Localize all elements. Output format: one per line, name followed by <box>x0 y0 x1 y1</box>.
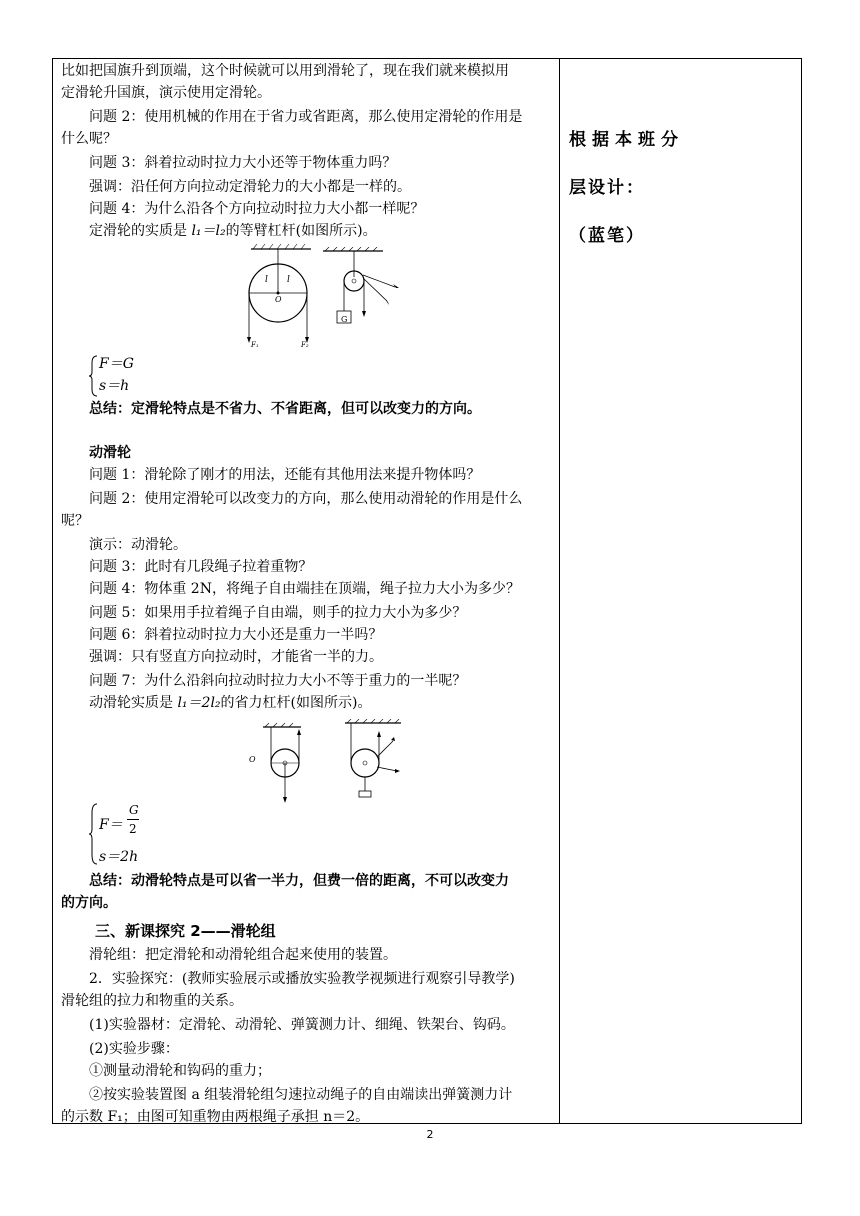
movable-eq-lhs: F＝ <box>99 817 123 833</box>
movable-summary: 总结：动滑轮特点是可以省一半力，但费一倍的距离，不可以改变力 <box>89 873 509 889</box>
section3-step2-cont: 的示数 F₁；由图可知重物由两根绳子承担 n＝2。 <box>61 1109 370 1125</box>
section3-step2: ②按实验装置图 a 组装滑轮组匀速拉动绳子的自由端读出弹簧测力计 <box>89 1087 513 1103</box>
brace-movable <box>89 803 99 865</box>
fixed-q3: 问题 3：斜着拉动时拉力大小还等于物体重力吗？ <box>89 155 397 171</box>
movable-q6: 问题 6：斜着拉动时拉力大小还是重力一半吗？ <box>89 627 383 643</box>
fixed-q2-cont: 什么呢？ <box>61 131 117 147</box>
movable-summary-cont: 的方向。 <box>61 895 117 911</box>
fixed-summary: 总结：定滑轮特点是不省力、不省距离，但可以改变力的方向。 <box>89 401 481 417</box>
movable-pulley-lever-figure <box>257 723 327 805</box>
movable-emphasis: 强调：只有竖直方向拉动时，才能省一半的力。 <box>89 649 383 665</box>
side-note-line3: （蓝笔） <box>569 226 645 246</box>
section3-definition: 滑轮组：把定滑轮和动滑轮组合起来使用的装置。 <box>89 947 397 963</box>
section3-heading: 三、新课探究 2——滑轮组 <box>95 922 276 940</box>
section3-step1: ①测量动滑轮和钩码的重力； <box>89 1063 271 1079</box>
section3-equipment: (1)实验器材：定滑轮、动滑轮、弹簧测力计、细绳、铁架台、钩码。 <box>89 1017 515 1033</box>
lesson-table <box>52 58 802 1124</box>
fixed-eq-force: F＝G <box>99 356 134 372</box>
movable-eq-den: 2 <box>129 822 137 836</box>
movable-q3: 问题 3：此时有几段绳子拉着重物？ <box>89 559 313 575</box>
column-divider <box>559 59 560 1123</box>
movable-q4: 问题 4：物体重 2N，将绳子自由端挂在顶端，绳子拉力大小为多少？ <box>89 581 520 597</box>
movable-essence: 动滑轮实质是 l₁＝2l₂的省力杠杆(如图所示)。 <box>89 695 372 711</box>
section3-experiment: 2．实验探究：(教师实验展示或播放实验教学视频进行观察引导教学) <box>89 971 515 987</box>
label-G: G <box>341 315 348 324</box>
page-number: 2 <box>426 1128 434 1141</box>
side-note-line1: 根据本班分 <box>569 130 684 150</box>
movable-title: 动滑轮 <box>89 445 131 461</box>
movable-q1: 问题 1：滑轮除了刚才的用法，还能有其他用法来提升物体吗？ <box>89 467 481 483</box>
label-O-movable: O <box>249 755 256 764</box>
movable-pulley-force-figure <box>337 719 417 805</box>
movable-demo: 演示：动滑轮。 <box>89 537 187 553</box>
label-F2: F₂ <box>301 341 309 349</box>
movable-eq-num: G <box>129 803 139 817</box>
para-flag: 比如把国旗升到顶端，这个时候就可以用到滑轮了，现在我们就来模拟用 <box>61 63 509 79</box>
fixed-q4: 问题 4：为什么沿各个方向拉动时拉力大小都一样呢？ <box>89 201 425 217</box>
fixed-eq-distance: s＝h <box>99 378 130 394</box>
movable-eq-distance: s＝2h <box>99 849 139 865</box>
label-O: O <box>275 295 282 304</box>
section3-experiment-cont: 滑轮组的拉力和物重的关系。 <box>61 993 243 1009</box>
side-note-line2: 层设计： <box>569 178 645 198</box>
section3-steps: (2)实验步骤： <box>89 1041 179 1057</box>
label-l1: l <box>265 275 268 285</box>
fixed-essence: 定滑轮的实质是 l₁＝l₂的等臂杠杆(如图所示)。 <box>89 223 377 239</box>
movable-q2-cont: 呢？ <box>61 513 89 529</box>
fixed-emphasis: 强调：沿任何方向拉动定滑轮力的大小都是一样的。 <box>89 179 411 195</box>
fixed-q2: 问题 2：使用机械的作用在于省力或省距离，那么使用定滑轮的作用是 <box>89 109 523 125</box>
movable-q2: 问题 2：使用定滑轮可以改变力的方向，那么使用动滑轮的作用是什么 <box>89 491 523 507</box>
label-l2: l <box>287 275 290 285</box>
label-F1: F₁ <box>251 341 259 349</box>
brace-fixed <box>89 355 99 397</box>
para-flag-cont: 定滑轮升国旗，演示使用定滑轮。 <box>61 85 271 101</box>
fraction-bar <box>127 819 139 820</box>
movable-q7: 问题 7：为什么沿斜向拉动时拉力大小不等于重力的一半呢？ <box>89 673 467 689</box>
movable-q5: 问题 5：如果用手拉着绳子自由端，则手的拉力大小为多少？ <box>89 605 467 621</box>
fixed-pulley-force-figure <box>319 247 419 337</box>
